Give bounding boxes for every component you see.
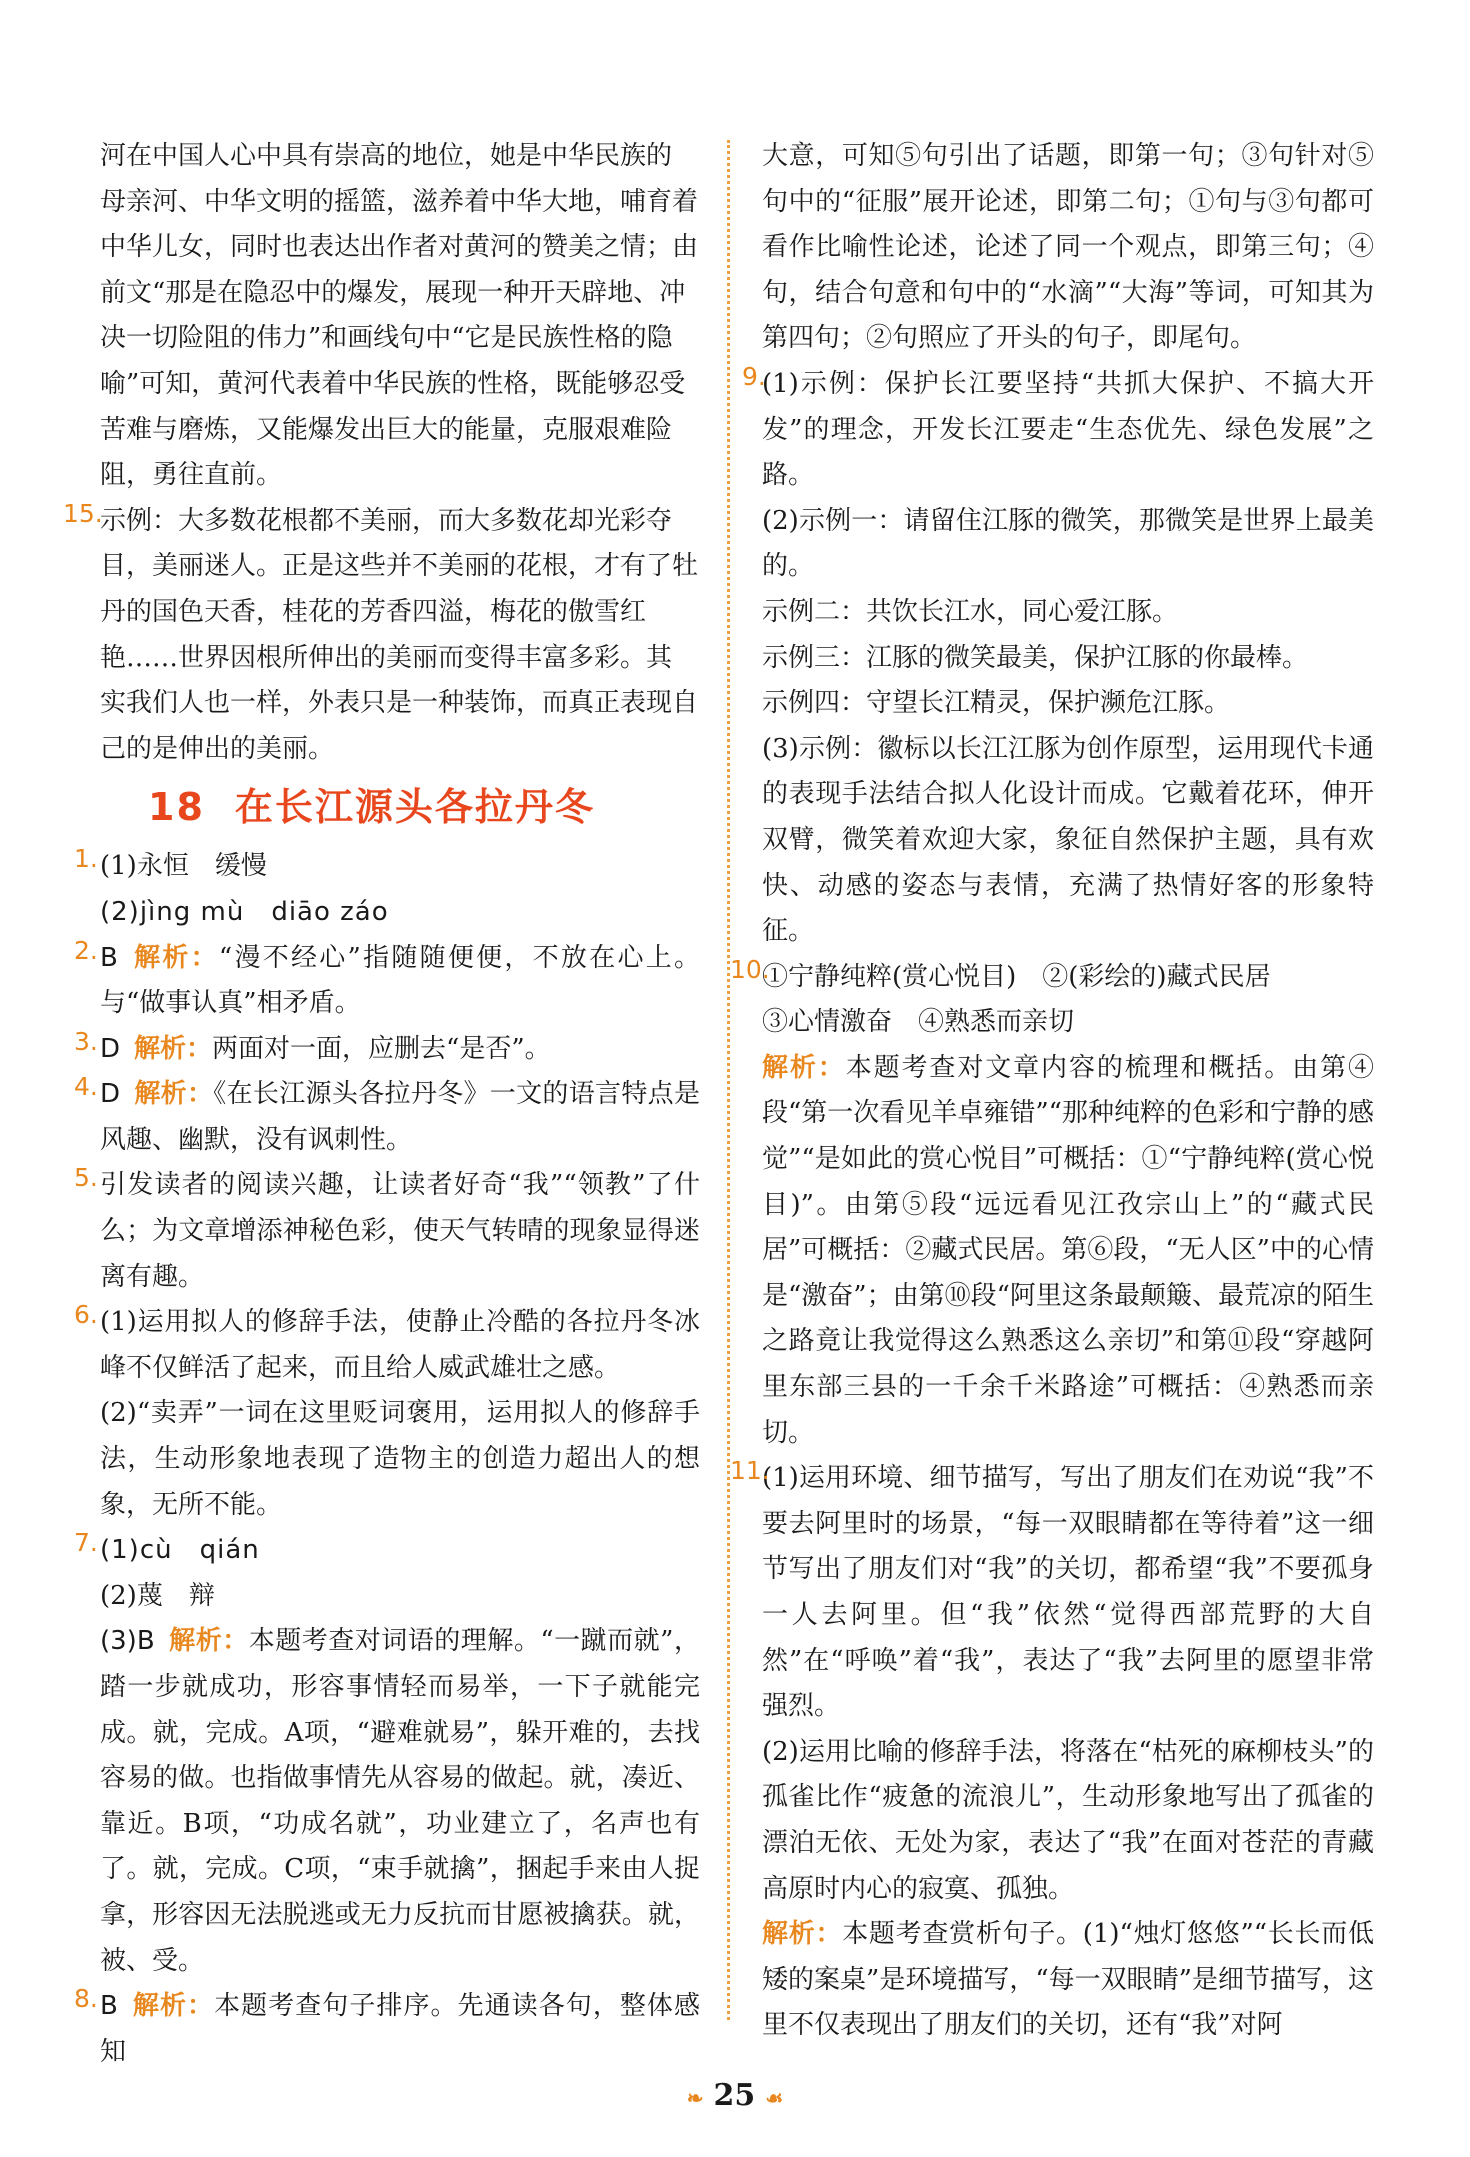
answer-text: 示例二：共饮长江水，同心爱江豚。 bbox=[762, 596, 1179, 627]
intro-line: 前文“那是在隐忍中的爆发，展现一种开天辟地、冲 bbox=[100, 277, 686, 308]
question-7 bbox=[74, 1528, 700, 1984]
answer-line: 示例：大多数花根都不美丽，而大多数花却光彩夺 bbox=[100, 505, 673, 536]
question-8-continued bbox=[762, 134, 1374, 362]
intro-line: 喻”可知，黄河代表着中华民族的性格，既能够忍受 bbox=[100, 368, 686, 399]
ornament-left-icon: ❧ bbox=[686, 2086, 704, 2110]
analysis-text: 两面对一面，应删去“是否”。 bbox=[212, 1033, 551, 1064]
left-column bbox=[63, 134, 700, 2075]
answer-text: (2)示例一：请留住江豚的微笑，那微笑是世界上最美的。 bbox=[762, 505, 1374, 582]
answer-text: (2)运用比喻的修辞手法，将落在“枯死的麻柳枝头”的孤雀比作“疲惫的流浪儿”，生动形象地写出了孤雀的漂泊无依、无处为家，表达了“我”在面对苍茫的青藏高原时内心的寂寞、孤独。 bbox=[762, 1736, 1374, 1904]
lesson-number: 18 bbox=[148, 785, 205, 830]
question-4 bbox=[74, 1072, 700, 1163]
question-number: 10. bbox=[730, 954, 770, 984]
question-number: 4. bbox=[74, 1072, 98, 1102]
answer-line: (1)cù qián bbox=[100, 1535, 260, 1566]
intro-line: 阻，勇往直前。 bbox=[100, 460, 283, 491]
analysis-label: 解析： bbox=[762, 1052, 846, 1083]
question-1 bbox=[74, 844, 700, 935]
question-number: 8. bbox=[74, 1984, 98, 2014]
answer-line: (1)永恒 缓慢 bbox=[100, 851, 267, 882]
question-5 bbox=[74, 1163, 700, 1300]
analysis-text: 本题考查赏析句子。(1)“烛灯悠悠”“长长而低矮的案桌”是环境描写，“每一双眼睛”是细节描写，这里不仅表现出了朋友们的关切，还有“我”对阿 bbox=[762, 1919, 1374, 2041]
answer-choice: B bbox=[100, 942, 118, 973]
answer-choice: D bbox=[100, 1033, 121, 1064]
intro-line: 决一切险阻的伟力”和画线句中“它是民族性格的隐 bbox=[100, 323, 673, 354]
analysis-label: 解析： bbox=[762, 1919, 843, 1950]
answer-line: 己的是伸出的美丽。 bbox=[100, 733, 335, 764]
answer-choice: D bbox=[100, 1079, 121, 1110]
question-number: 7. bbox=[74, 1528, 98, 1558]
question-6 bbox=[74, 1300, 700, 1528]
analysis-label: 解析： bbox=[134, 1033, 213, 1064]
page-number-text: 25 bbox=[713, 2078, 756, 2113]
question-number: 9. bbox=[742, 361, 766, 391]
answer-line: ①宁静纯粹(赏心悦目) ②(彩绘的)藏式民居 bbox=[762, 961, 1271, 992]
analysis-label: 解析： bbox=[131, 1991, 215, 2022]
answer-line: 艳……世界因根所伸出的美丽而变得丰富多彩。其 bbox=[100, 642, 673, 673]
answer-text: (1)运用环境、细节描写，写出了朋友们在劝说“我”不要去阿里时的场景，“每一双眼睛都在等待着”这一细节写出了朋友们对“我”的关切，都希望“我”不要孤身一人去阿里。但“我”依然“觉得西部荒野的大自然”在“呼唤”着“我”，表达了“我”去阿里的愿望非常强烈。 bbox=[762, 1463, 1374, 1722]
analysis-text: “漫不经心”指随随便便，不放在心上。与“做事认真”相矛盾。 bbox=[100, 942, 700, 1019]
intro-line: 母亲河、中华文明的摇篮，滋养着中华大地，哺育着 bbox=[100, 186, 699, 217]
intro-line: 河在中国人心中具有崇高的地位，她是中华民族的 bbox=[100, 141, 673, 171]
analysis-text: 大意，可知⑤句引出了话题，即第一句；③句针对⑤句中的“征服”展开论述，即第二句；①句与③句都可看作比喻性论述，论述了同一个观点，即第三句；④句，结合句意和句中的“水滴”“大海”等词，可知其为第四句；②句照应了开头的句子，即尾句。 bbox=[762, 141, 1374, 354]
answer-line: (2)蔑 辩 bbox=[100, 1580, 215, 1611]
answer-choice: B bbox=[100, 1991, 118, 2022]
question-3 bbox=[74, 1026, 700, 1073]
intro-line: 中华儿女，同时也表达出作者对黄河的赞美之情；由 bbox=[100, 232, 699, 263]
answer-text: (1)示例：保护长江要坚持“共抓大保护、不搞大开发”的理念，开发长江要走“生态优先、绿色发展”之路。 bbox=[762, 368, 1374, 491]
answer-text: 示例三：江豚的微笑最美，保护江豚的你最棒。 bbox=[762, 642, 1309, 673]
analysis-text: 《在长江源头各拉丹冬》一文的语言特点是风趣、幽默，没有讽刺性。 bbox=[100, 1079, 700, 1155]
analysis-text: 本题考查对文章内容的梳理和概括。由第④段“第一次看见羊卓雍错”“那种纯粹的色彩和宁静的感觉”“是如此的赏心悦目”可概括：①“宁静纯粹(赏心悦目)”。由第⑤段“远远看见江孜宗山上”的“藏式民居”可概括：②藏式民居。第⑥段，“无人区”中的心情是“激奋”；由第⑩段“阿里这条最颠簸、最荒凉的陌生之路竟让我觉得这么熟悉这么亲切”和第⑪段“穿越阿里东部三县的一千余千米路途”可概括：④熟悉而亲切。 bbox=[762, 1052, 1374, 1448]
answer-choice: (3)B bbox=[100, 1626, 155, 1657]
right-column bbox=[730, 134, 1374, 2049]
answer-text: 示例四：守望长江精灵，保护濒危江豚。 bbox=[762, 688, 1231, 719]
question-number: 11. bbox=[730, 1456, 770, 1486]
answer-line: 实我们人也一样，外表只是一种装饰，而真正表现自 bbox=[100, 688, 699, 719]
answer-line: 丹的国色天香，桂花的芳香四溢，梅花的傲雪红 bbox=[100, 596, 647, 627]
question-15 bbox=[63, 498, 700, 773]
question-number: 3. bbox=[74, 1026, 98, 1056]
question-11 bbox=[730, 1456, 1374, 2049]
question-10 bbox=[730, 954, 1374, 1457]
question-number: 15. bbox=[63, 498, 103, 528]
question-2 bbox=[74, 935, 700, 1027]
answer-text: (2)“卖弄”一词在这里贬词褒用，运用拟人的修辞手法，生动形象地表现了造物主的创造力超出人的想象，无所不能。 bbox=[100, 1398, 700, 1520]
ornament-right-icon: ☙ bbox=[765, 2086, 784, 2110]
lesson-name: 在长江源头各拉丹冬 bbox=[234, 784, 595, 830]
answer-line: 目，美丽迷人。正是这些并不美丽的花根，才有了牡 bbox=[100, 551, 699, 582]
question-number: 6. bbox=[74, 1300, 98, 1330]
analysis-text: 本题考查句子排序。先通读各句，整体感知 bbox=[100, 1991, 700, 2067]
analysis-label: 解析： bbox=[168, 1626, 249, 1657]
intro-paragraph bbox=[100, 134, 700, 499]
answer-text: 引发读者的阅读兴趣，让读者好奇“我”“领教”了什么；为文章增添神秘色彩，使天气转晴的现象显得迷离有趣。 bbox=[100, 1170, 700, 1292]
answer-line: (2)jìng mù diāo záo bbox=[100, 896, 389, 927]
intro-line: 苦难与磨炼，又能爆发出巨大的能量，克服艰难险 bbox=[100, 414, 673, 445]
question-number: 5. bbox=[74, 1163, 98, 1193]
question-8 bbox=[74, 1984, 700, 2075]
answer-text: (3)示例：徽标以长江江豚为创作原型，运用现代卡通的表现手法结合拟人化设计而成。它戴着花环，伸开双臂，微笑着欢迎大家，象征自然保护主题，具有欢快、动感的姿态与表情，充满了热情好客的形象特征。 bbox=[762, 733, 1374, 947]
analysis-label: 解析： bbox=[134, 1079, 214, 1110]
page-number bbox=[0, 2078, 1470, 2113]
analysis-text: 本题考查对词语的理解。“一蹴而就”，踏一步就成功，形容事情轻而易举，一下子就能完成。就，完成。A项，“避难就易”，躲开难的，去找容易的做。也指做事情先从容易的做起。就，凑近、靠近。B项，“功成名就”，功业建立了，名声也有了。就，完成。C项，“束手就擒”，捆起手来由人捉拿，形容因无法脱逃或无力反抗而甘愿被擒获。就，被、受。 bbox=[100, 1626, 700, 1976]
question-9 bbox=[742, 361, 1374, 955]
lesson-title bbox=[148, 776, 700, 838]
column-divider bbox=[727, 140, 730, 2020]
answer-text: (1)运用拟人的修辞手法，使静止冷酷的各拉丹冬冰峰不仅鲜活了起来，而且给人威武雄壮之感。 bbox=[100, 1307, 700, 1383]
answer-line: ③心情激奋 ④熟悉而亲切 bbox=[762, 1007, 1075, 1038]
question-number: 2. bbox=[74, 935, 98, 965]
analysis-label: 解析： bbox=[131, 942, 219, 973]
question-number: 1. bbox=[74, 844, 98, 874]
